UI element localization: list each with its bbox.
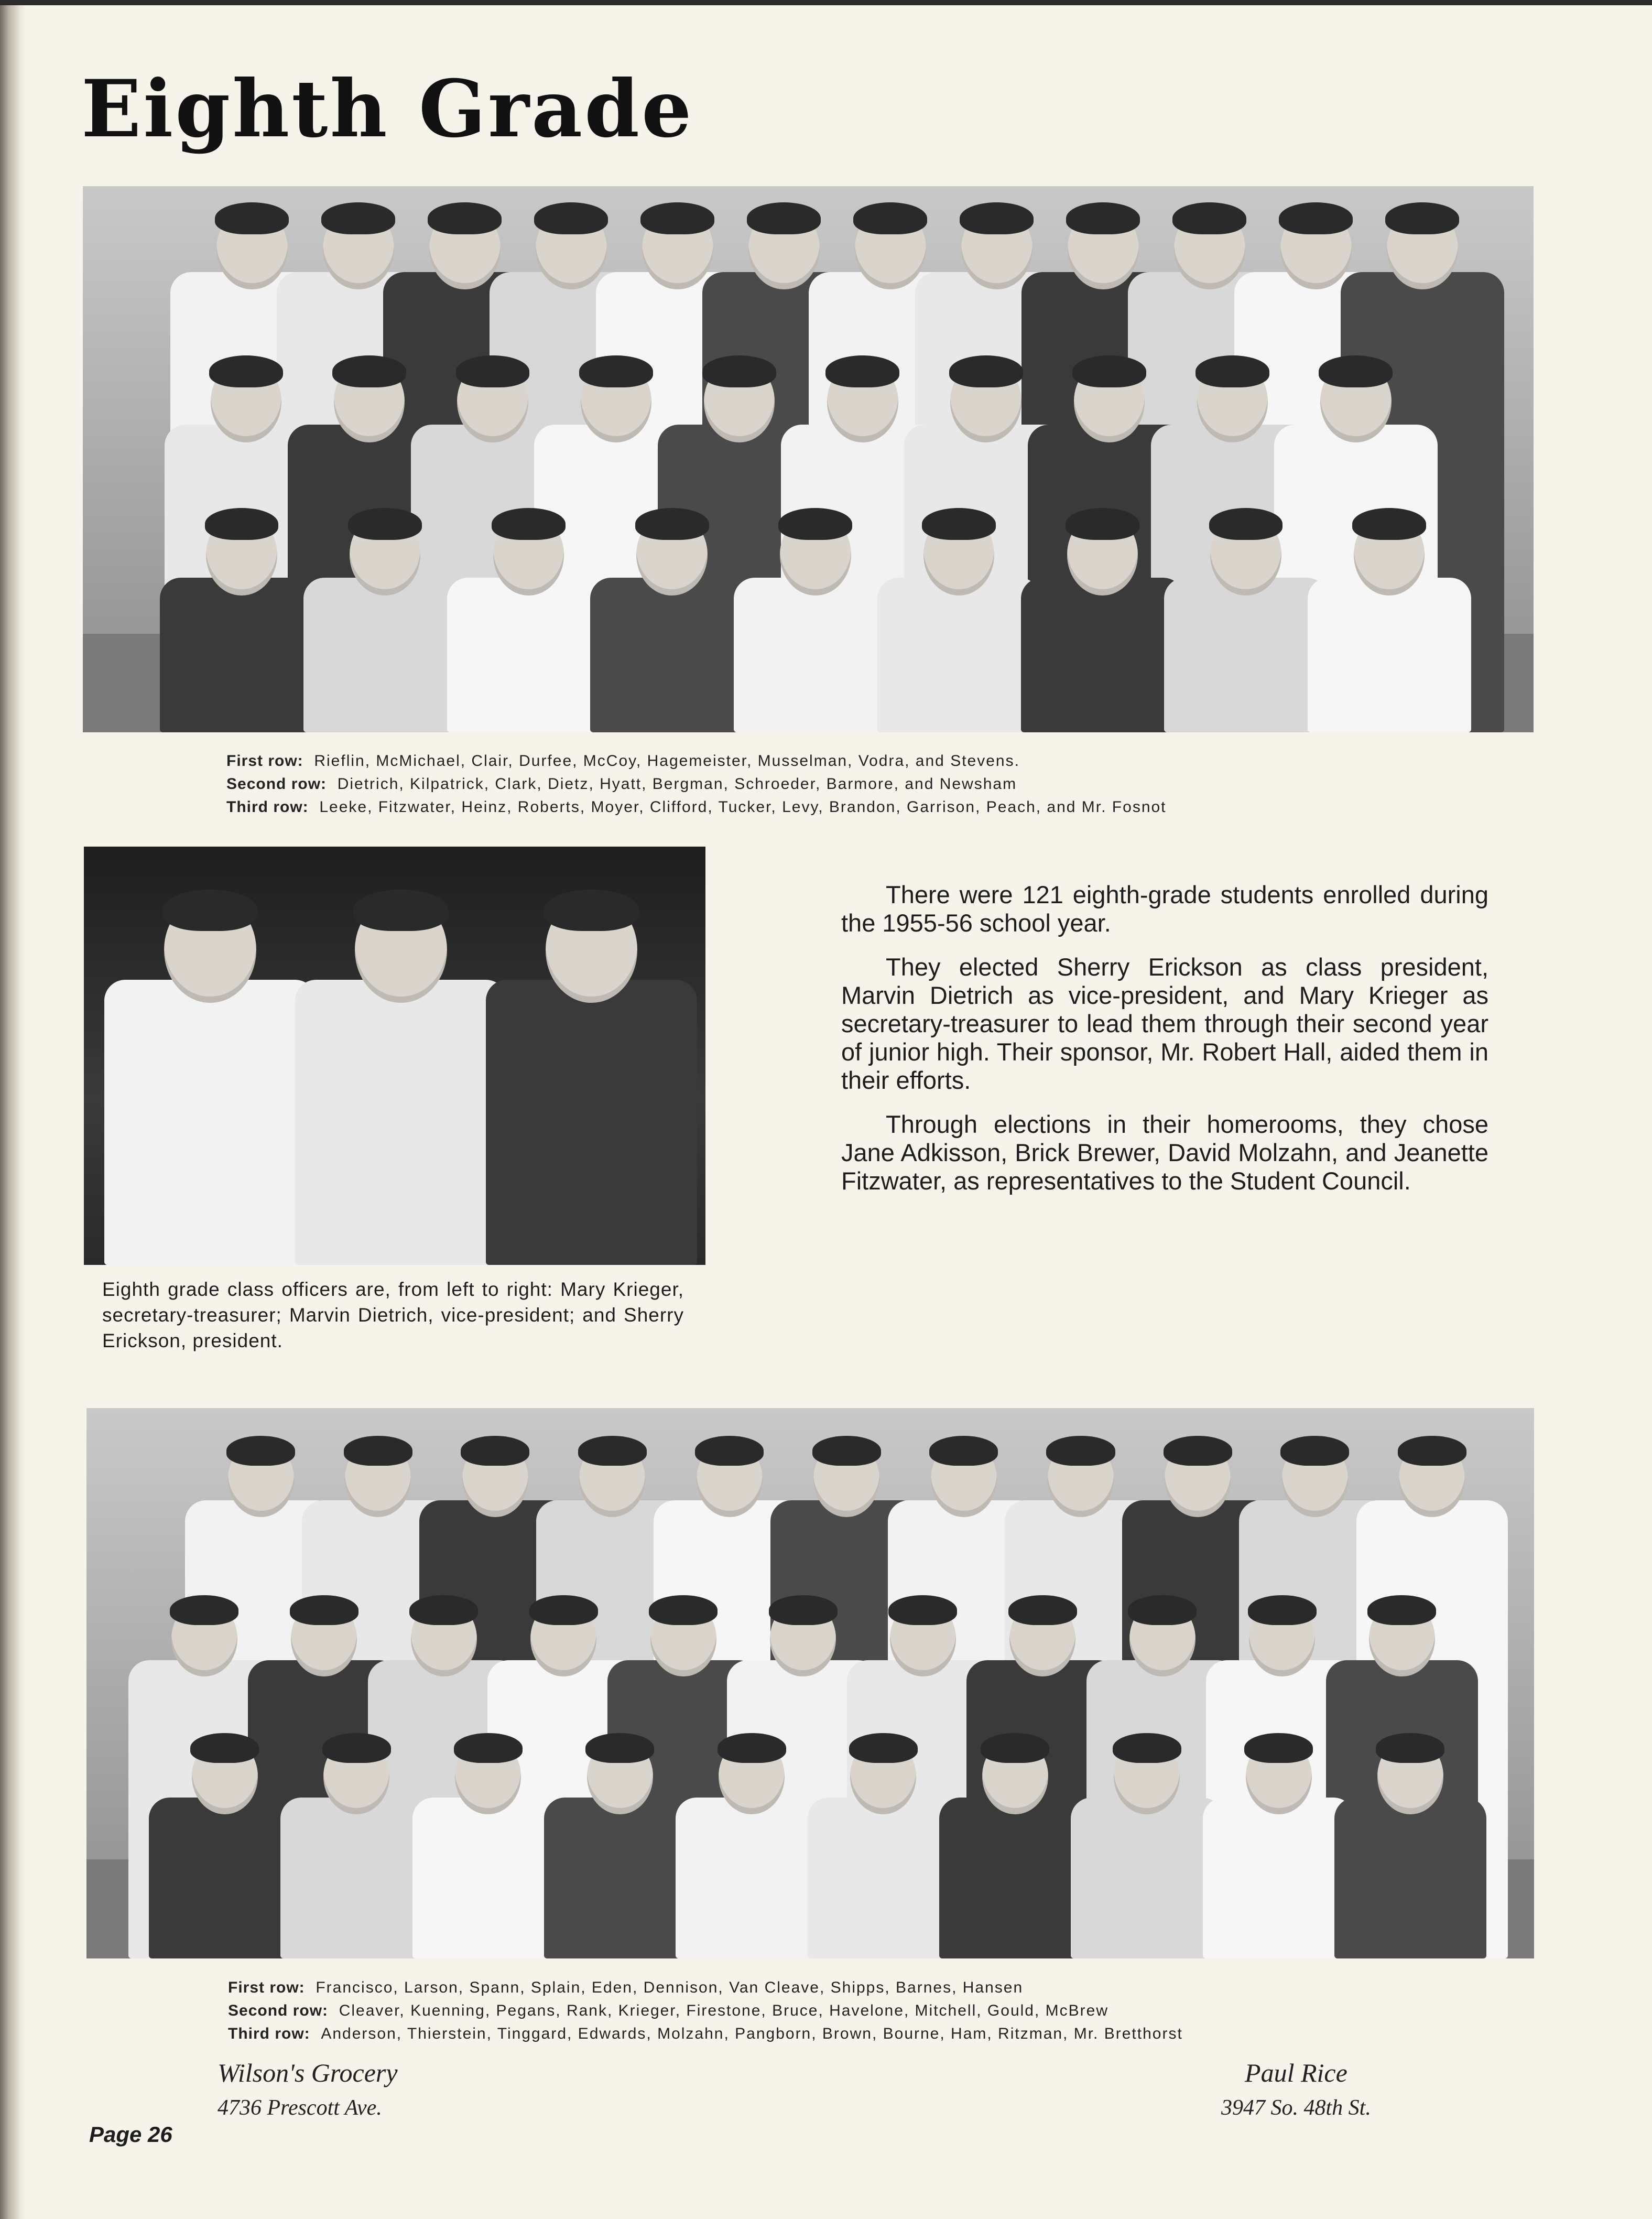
caption-row: Third row: Leeke, Fitzwater, Heinz, Roberts, Moyer, Clifford, Tucker, Levy, Brandon, Garrison, Peach, and Mr. Fosnot	[226, 798, 1167, 816]
article-paragraph: Through elections in their homerooms, they chose Jane Adkisson, Brick Brewer, David Molzahn, and Jeanette Fitzwater, as representatives to the Student Council.	[841, 1110, 1488, 1195]
ad-paul-rice	[1221, 2058, 1371, 2120]
caption-row: Third row: Anderson, Thierstein, Tinggard, Edwards, Molzahn, Pangborn, Brown, Bourne, Ham, Ritzman, Mr. Bretthorst	[228, 2025, 1183, 2042]
article-paragraph: There were 121 eighth-grade students enrolled during the 1955-56 school year.	[841, 881, 1488, 937]
caption-row: Second row: Cleaver, Kuenning, Pegans, Rank, Krieger, Firestone, Bruce, Havelone, Mitchell, Gould, McBrew	[228, 2002, 1108, 2019]
top-photo-caption	[226, 750, 1167, 819]
bottom-photo-caption	[228, 1976, 1183, 2045]
page-top-edge	[0, 0, 1652, 5]
page-number: Page 26	[89, 2122, 172, 2147]
officers-caption: Eighth grade class officers are, from left to right: Mary Krieger, secretary-treasurer; Marvin Dietrich, vice-president; and Sherry Erickson, president.	[102, 1279, 684, 1351]
page-binding-edge	[0, 0, 25, 2219]
ad-address: 3947 So. 48th St.	[1221, 2096, 1371, 2120]
class-photo-top	[83, 186, 1534, 732]
ad-name: Paul Rice	[1245, 2058, 1347, 2087]
caption-row: First row: Rieflin, McMichael, Clair, Durfee, McCoy, Hagemeister, Musselman, Vodra, and Stevens.	[226, 752, 1020, 770]
ad-wilsons-grocery	[218, 2058, 398, 2120]
article-paragraph: They elected Sherry Erickson as class president, Marvin Dietrich as vice-president, and Mary Krieger as secretary-treasurer to lead them through their second year of junior high. Their sponsor, Mr. Robert Hall, aided them in their efforts.	[841, 953, 1488, 1094]
caption-row: First row: Francisco, Larson, Spann, Splain, Eden, Dennison, Van Cleave, Shipps, Barnes, Hansen	[228, 1979, 1024, 1996]
article-body	[841, 881, 1488, 1211]
ad-name: Wilson's Grocery	[218, 2058, 398, 2087]
page-title: Eighth Grade	[81, 63, 694, 155]
ad-address: 4736 Prescott Ave.	[218, 2096, 382, 2120]
officers-photo	[84, 847, 705, 1265]
class-photo-bottom	[86, 1408, 1534, 1958]
caption-row: Second row: Dietrich, Kilpatrick, Clark, Dietz, Hyatt, Bergman, Schroeder, Barmore, and Newsham	[226, 775, 1017, 793]
